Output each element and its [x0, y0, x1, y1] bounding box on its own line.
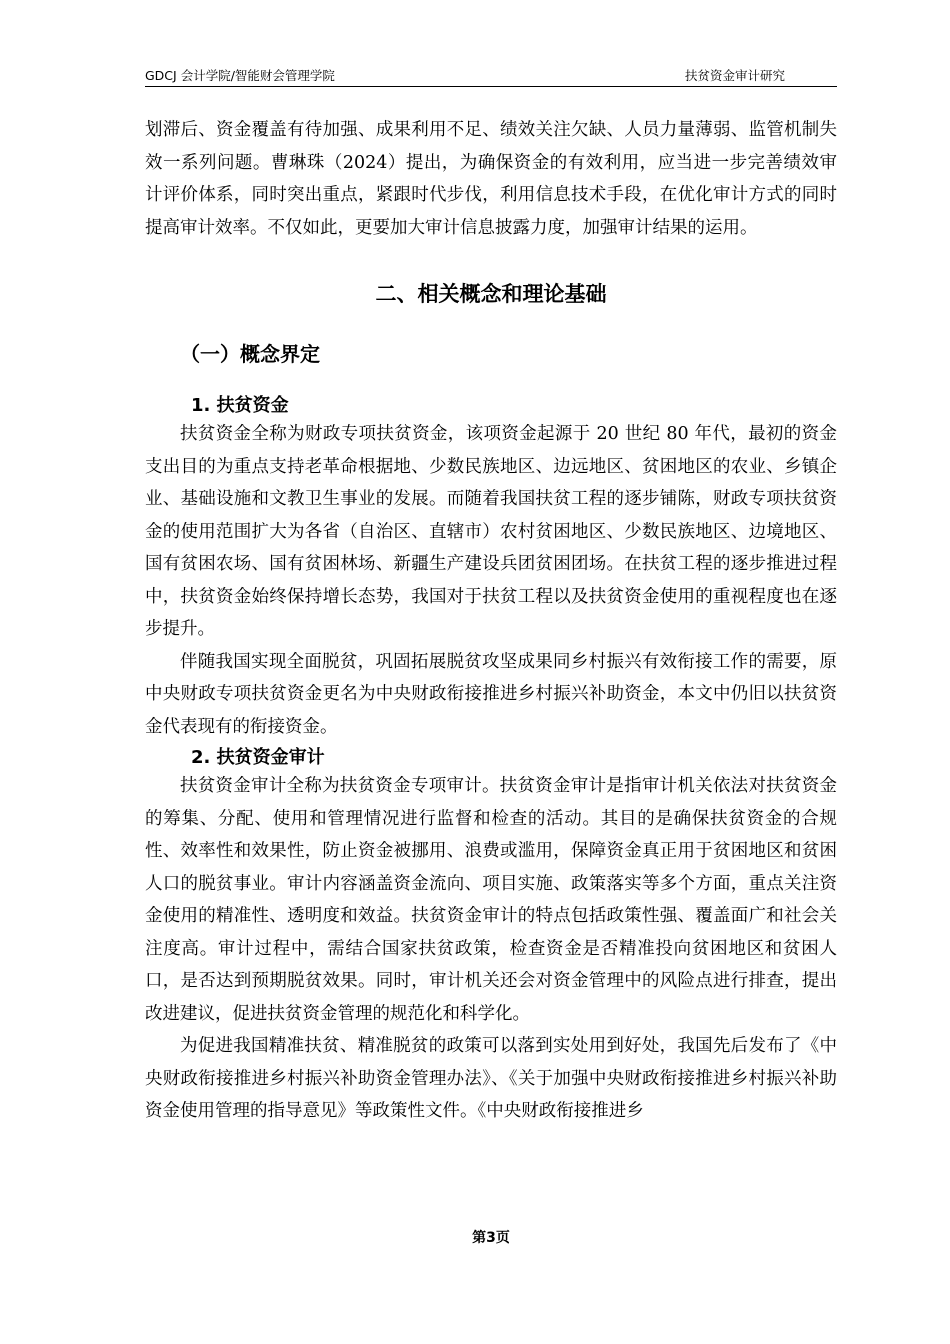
page-body: [145, 114, 837, 1128]
funds-paragraph-2: 伴随我国实现全面脱贫，巩固拓展脱贫攻坚成果同乡村振兴有效衔接工作的需要，原中央财政专项扶贫资金更名为中央财政衔接推进乡村振兴补助资金，本文中仍旧以扶贫资金代表现有的衔接资金。: [145, 651, 837, 737]
page-number: 第3页: [472, 1230, 510, 1246]
header-divider: [145, 86, 837, 87]
chapter-title: 二、相关概念和理论基础: [375, 282, 607, 306]
subsection-title-funds: 1. 扶贫资金: [191, 395, 289, 416]
subsection-title-audit: 2. 扶贫资金审计: [191, 747, 325, 768]
audit-paragraph-1: 扶贫资金审计全称为扶贫资金专项审计。扶贫资金审计是指审计机关依法对扶贫资金的筹集、分配、使用和管理情况进行监督和检查的活动。其目的是确保扶贫资金的合规性、效率性和效果性，防止资金被挪用、浪费或滥用，保障资金真正用于贫困地区和贫困人口的脱贫事业。审计内容涵盖资金流向、项目实施、政策落实等多个方面，重点关注资金使用的精准性、透明度和效益。扶贫资金审计的特点包括政策性强、覆盖面广和社会关注度高。审计过程中，需结合国家扶贫政策，检查资金是否精准投向贫困地区和贫困人口，是否达到预期脱贫效果。同时，审计机关还会对资金管理中的风险点进行排查，提出改进建议，促进扶贫资金管理的规范化和科学化。: [145, 776, 837, 1024]
header-institution: GDCJ 会计学院/智能财会管理学院: [145, 68, 335, 83]
section-title: （一）概念界定: [180, 342, 320, 366]
funds-paragraph-1: 扶贫资金全称为财政专项扶贫资金，该项资金起源于 20 世纪 80 年代，最初的资金支出目的为重点支持老革命根据地、少数民族地区、边远地区、贫困地区的农业、乡镇企业、基础设施和文教卫生事业的发展。而随着我国扶贫工程的逐步铺陈，财政专项扶贫资金的使用范围扩大为各省（自治区、直辖市）农村贫困地区、少数民族地区、边境地区、国有贫困农场、国有贫困林场、新疆生产建设兵团贫困团场。在扶贫工程的逐步推进过程中，扶贫资金始终保持增长态势，我国对于扶贫工程以及扶贫资金使用的重视程度也在逐步提升。: [145, 424, 837, 639]
intro-paragraph: 划滞后、资金覆盖有待加强、成果利用不足、绩效关注欠缺、人员力量薄弱、监管机制失效一系列问题。曹琳珠（2024）提出，为确保资金的有效利用，应当进一步完善绩效审计评价体系，同时突出重点，紧跟时代步伐，利用信息技术手段，在优化审计方式的同时提高审计效率。不仅如此，更要加大审计信息披露力度，加强审计结果的运用。: [145, 120, 837, 238]
page-header: [145, 66, 837, 86]
header-document-title: 扶贫资金审计研究: [684, 68, 785, 83]
audit-paragraph-2: 为促进我国精准扶贫、精准脱贫的政策可以落到实处用到好处，我国先后发布了《中央财政衔接推进乡村振兴补助资金管理办法》、《关于加强中央财政衔接推进乡村振兴补助资金使用管理的指导意见》等政策性文件。《中央财政衔接推进乡: [145, 1036, 837, 1121]
